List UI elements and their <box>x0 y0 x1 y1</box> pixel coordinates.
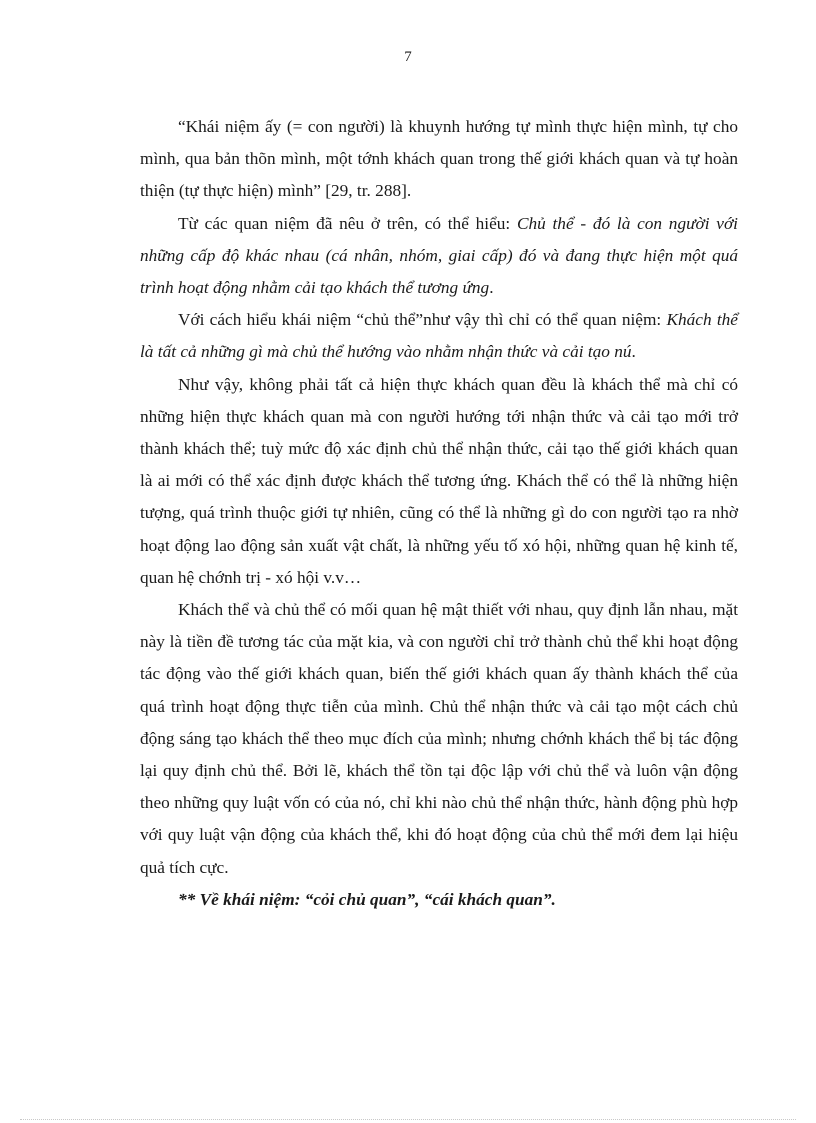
document-body <box>140 111 738 916</box>
page-bottom-rule <box>20 1119 796 1120</box>
paragraph-subject-object-relation: Khách thể và chủ thể có mối quan hệ mật thiết với nhau, quy định lẫn nhau, mặt này là tiền đề tương tác của mặt kia, và con người chỉ trở thành chủ thể khi hoạt động tác động vào thế giới khách quan, biến thế giới khách quan ấy thành khách thể của quá trình hoạt động thực tiễn của mình. Chủ thể nhận thức và cải tạo một cách chủ động sáng tạo khách thể theo mục đích của mình; nhưng chớnh khách thể bị tác động lại quy định chủ thể. Bởi lẽ, khách thể tồn tại độc lập với chủ thể và luôn vận động theo những quy luật vốn có của nó, chỉ khi nào chủ thể nhận thức, hành động phù hợp với quy luật vận động của khách thể, khi đó hoạt động của chủ thể mới đem lại hiệu quả tích cực. <box>140 600 738 877</box>
object-definition-italic: Khách thể là tất cả những gì mà chủ thể hướng vào nhằm nhận thức và cải tạo nú <box>140 310 738 362</box>
subject-definition-italic: Chủ thể - đó là con người với những cấp độ khác nhau (cá nhân, nhóm, giai cấp) đó và đang thực hiện một quá trình hoạt động nhằm cải tạo khách thể tương ứng <box>140 213 738 298</box>
page-number: 7 <box>404 49 412 65</box>
section-heading: ** Về khái niệm: “cỏi chủ quan”, “cái khách quan”. <box>178 889 556 909</box>
paragraph-objective-reality: Như vậy, không phải tất cả hiện thực khách quan đều là khách thể mà chỉ có những hiện thực khách quan mà con người hướng tới nhận thức và cải tạo mới trở thành khách thể; tuỳ mức độ xác định chủ thể nhận thức, cải tạo thế giới khách quan là ai mới có thể xác định được khách thể tương ứng. Khách thể có thể là những hiện tượng, quá trình thuộc giới tự nhiên, cũng có thể là những gì do con người tạo ra nhờ hoạt động lao động sản xuất vật chất, là những yếu tố xó hội, những quan hệ kinh tế, quan hệ chớnh trị - xó hội v.v… <box>140 374 738 587</box>
paragraph-lead-text: Với cách hiểu khái niệm “chủ thể”như vậy thì chỉ có thể quan niệm: <box>178 310 667 330</box>
paragraph-quote: “Khái niệm ấy (= con người) là khuynh hướng tự mình thực hiện mình, tự cho mình, qua bản thõn mình, một tớnh khách quan trong thế giới khách quan và tự hoàn thiện (tự thực hiện) mình” [29, tr. 288]. <box>140 117 738 201</box>
paragraph-end-punct: . <box>489 278 494 298</box>
paragraph-lead-text: Từ các quan niệm đã nêu ở trên, có thể hiểu: <box>178 213 517 233</box>
paragraph-subject-definition <box>140 208 738 305</box>
paragraph-end-punct: . <box>631 342 636 362</box>
paragraph-object-definition <box>140 304 738 368</box>
